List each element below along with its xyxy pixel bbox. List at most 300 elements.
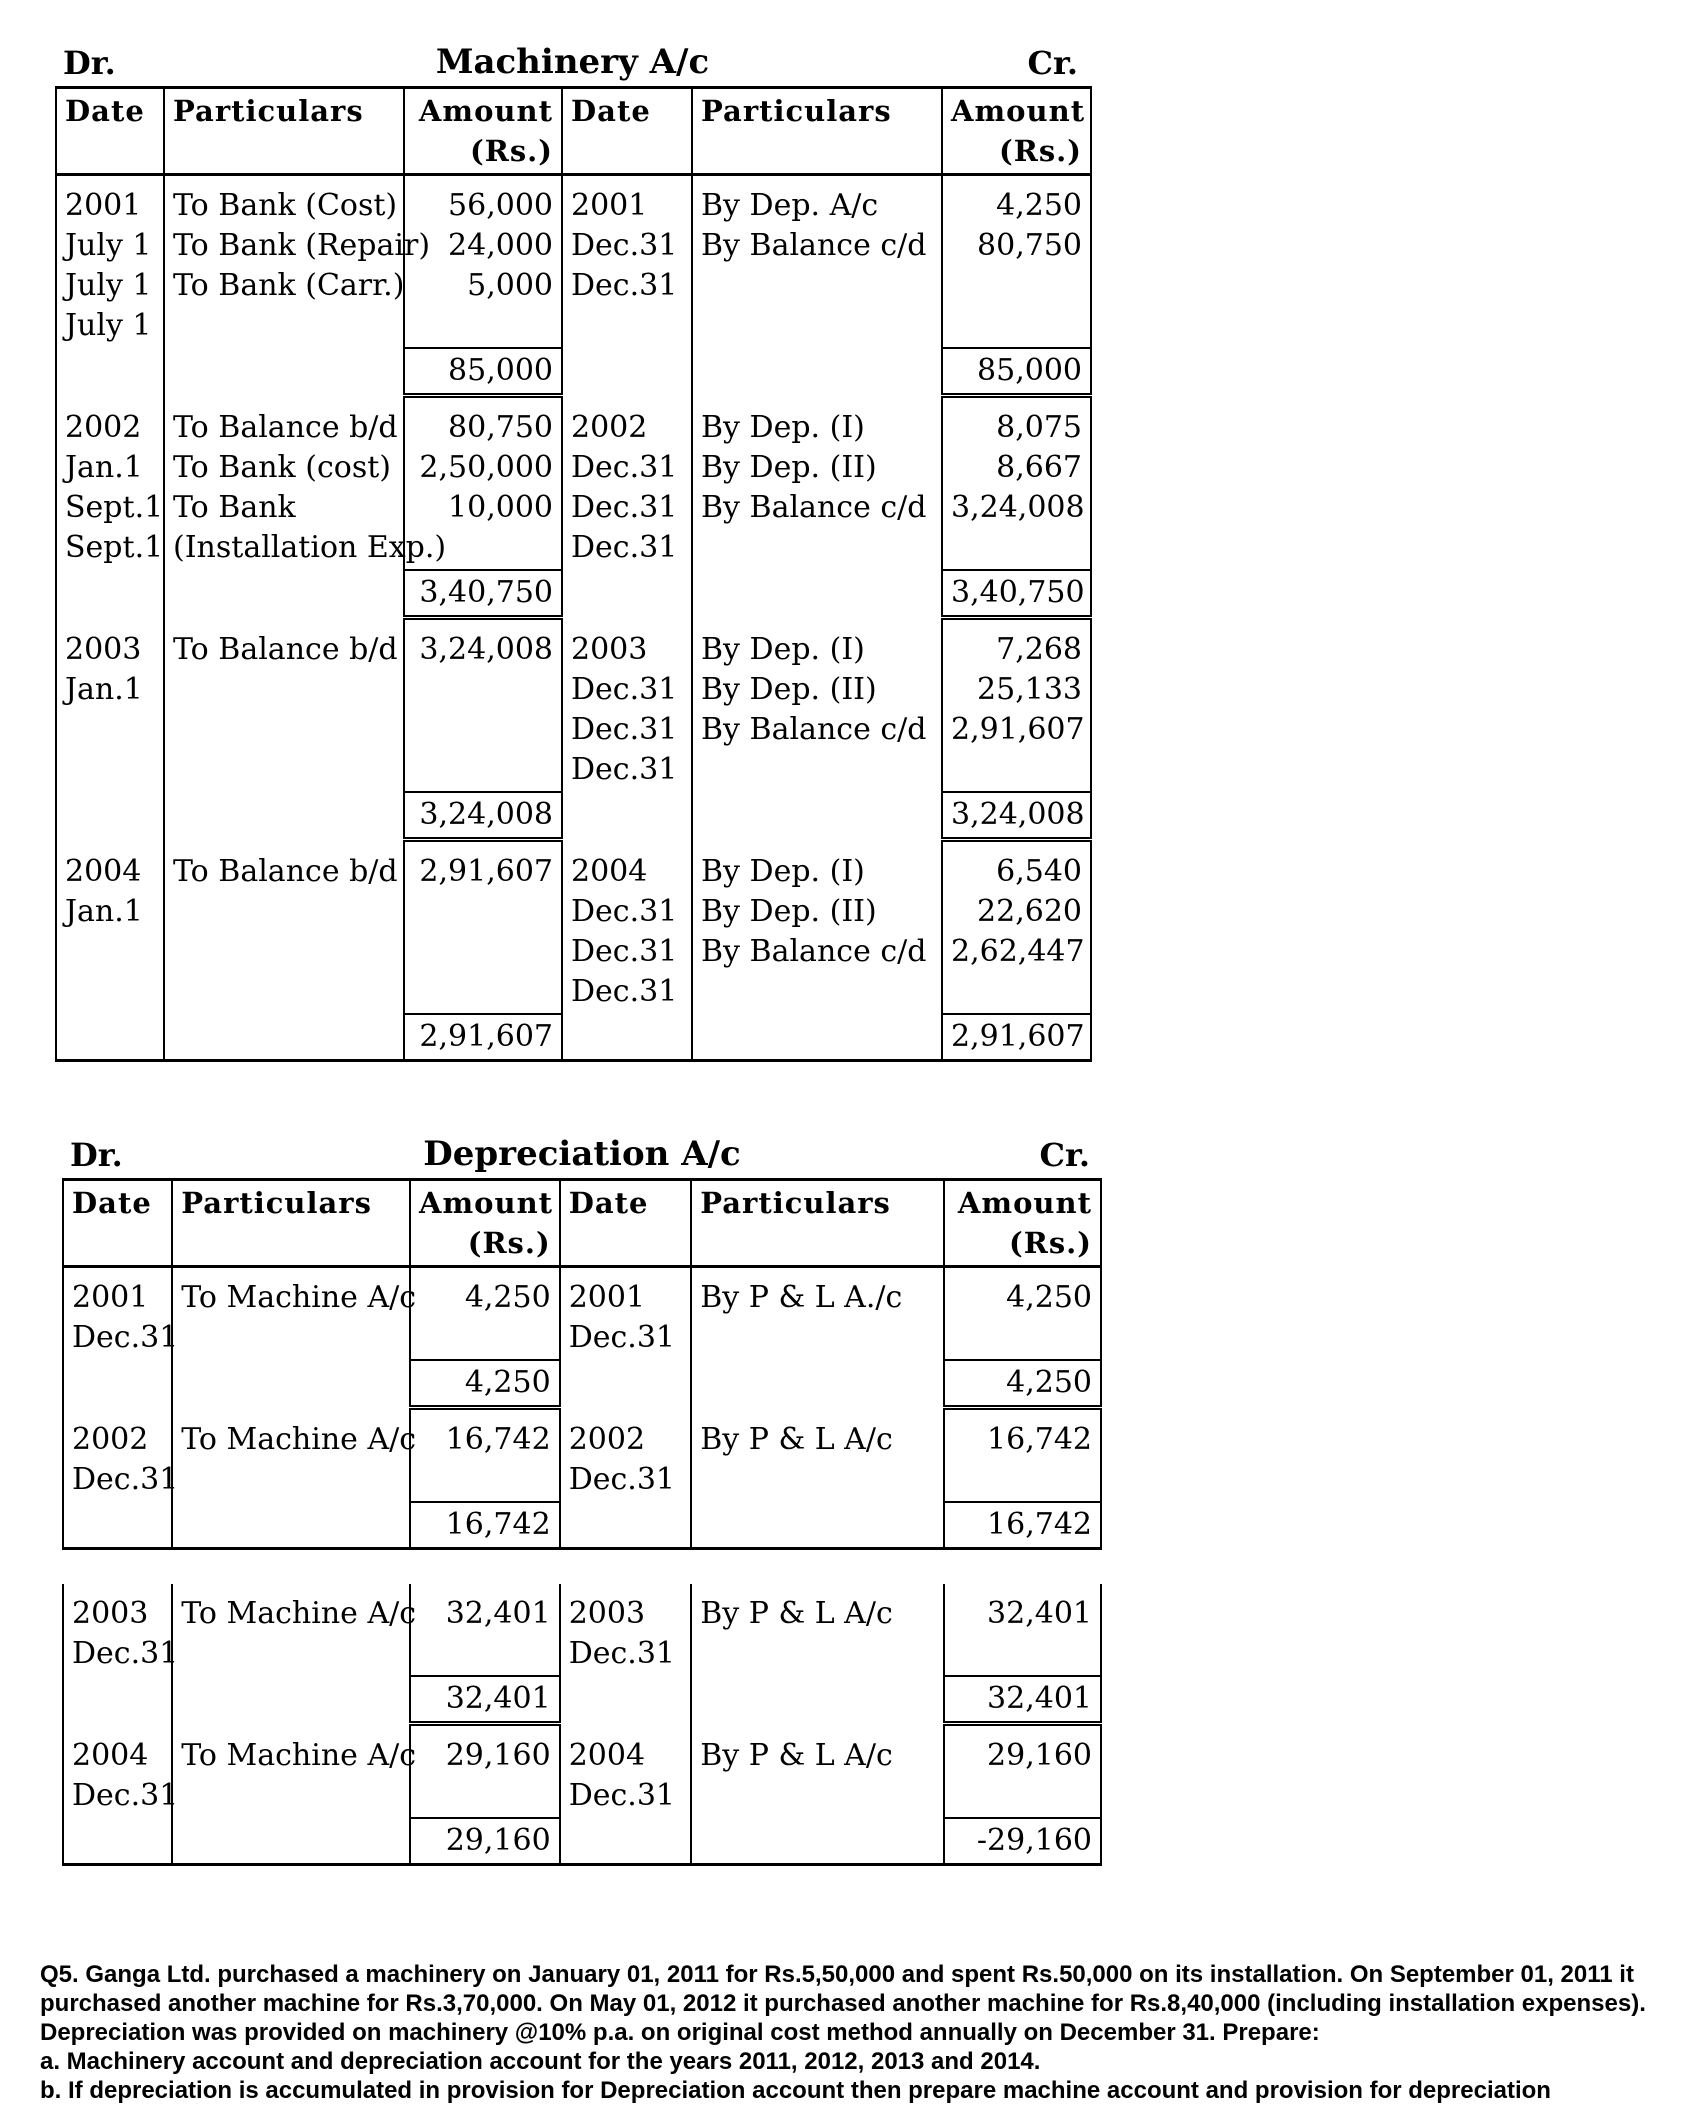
header-date: Date [63, 1180, 172, 1267]
debit-particular: To Bank [173, 490, 296, 525]
credit-date-cell [562, 406, 692, 570]
total-row [56, 348, 1091, 396]
credit-date: Dec.31 [568, 1636, 676, 1671]
credit-date: Dec.31 [571, 712, 678, 747]
spacer-cell [562, 175, 692, 185]
spacer-cell [63, 1267, 172, 1277]
blank-cell [164, 1014, 404, 1061]
credit-date: Dec.31 [571, 228, 678, 263]
debit-label: Dr. [63, 44, 116, 82]
credit-date-cell [562, 184, 692, 348]
header-particulars: Particulars [172, 1180, 410, 1267]
spacer-cell [164, 175, 404, 185]
debit-date: Jan.1 [65, 894, 143, 929]
credit-total: 3,40,750 [942, 570, 1091, 618]
spacer-cell [942, 175, 1091, 185]
credit-date: Dec.31 [568, 1778, 676, 1813]
ledger-year-row [63, 1276, 1101, 1360]
header-date: Date [560, 1180, 692, 1267]
debit-date: Dec.31 [72, 1636, 179, 1671]
debit-amount-cell [410, 1734, 560, 1818]
credit-particulars-cell [692, 184, 942, 348]
gap-cell [63, 1549, 1101, 1585]
question-line: a. Machinery account and depreciation account for the years 2011, 2012, 2013 and 2014. [40, 2048, 1041, 2075]
credit-particular: By Dep. (I) [701, 410, 865, 445]
total-row [63, 1676, 1101, 1724]
total-row [63, 1360, 1101, 1408]
debit-date: Jan.1 [65, 450, 143, 485]
blank-cell [63, 1818, 172, 1865]
debit-amount: 80,750 [448, 410, 553, 445]
credit-amount-cell [944, 1276, 1101, 1360]
spacer-cell [56, 175, 164, 185]
question-line: Q5. Ganga Ltd. purchased a machinery on January 01, 2011 for Rs.5,50,000 and spent Rs.50,000 on its installation. On September 01, 2011 it purchased another machine for Rs.3,70,000. On May 01, 2012 it purchased another machine for Rs.8,40,000 (including installation expenses). [40, 1961, 1646, 2017]
credit-particular: By Dep. (I) [701, 632, 865, 667]
header-amount-unit: (Rs.) [470, 134, 553, 168]
spacer-cell [404, 396, 562, 407]
credit-amount-cell [942, 850, 1091, 1014]
spacer-cell [562, 396, 692, 407]
credit-amount-cell [944, 1418, 1101, 1502]
credit-amount-cell [944, 1734, 1101, 1818]
spacer-row [63, 1724, 1101, 1735]
spacer-cell [164, 396, 404, 407]
spacer-cell [692, 618, 942, 629]
credit-date: Dec.31 [568, 1462, 676, 1497]
debit-date: Sept.1 [65, 530, 164, 565]
debit-date: Dec.31 [72, 1320, 179, 1355]
spacer-cell [560, 1408, 692, 1419]
credit-amount: 2,91,607 [951, 712, 1085, 747]
debit-amount-cell [410, 1418, 560, 1502]
total-row [63, 1502, 1101, 1549]
header-amount-label: Amount [951, 94, 1086, 128]
debit-total: 4,250 [410, 1360, 560, 1408]
credit-amount: 4,250 [1006, 1280, 1092, 1315]
spacer-cell [944, 1267, 1101, 1277]
total-row [56, 792, 1091, 840]
credit-particular: By Dep. A/c [701, 188, 879, 223]
debit-particular: To Machine A/c [181, 1738, 417, 1773]
credit-particulars-cell [691, 1276, 944, 1360]
blank-cell [56, 348, 164, 396]
spacer-cell [56, 618, 164, 629]
spacer-cell [942, 396, 1091, 407]
blank-cell [560, 1502, 692, 1549]
credit-amount: 4,250 [996, 188, 1082, 223]
spacer-cell [942, 840, 1091, 851]
spacer-cell [56, 840, 164, 851]
debit-total: 16,742 [410, 1502, 560, 1549]
debit-amount-cell [404, 184, 562, 348]
debit-particulars-cell [172, 1592, 417, 1676]
credit-year: 2001 [568, 1280, 646, 1315]
spacer-cell [692, 840, 942, 851]
header-amount-label: Amount [418, 94, 553, 128]
credit-label: Cr. [1027, 44, 1078, 82]
credit-date: Dec.31 [571, 268, 678, 303]
debit-label: Dr. [70, 1136, 123, 1174]
debit-date-cell [63, 1592, 179, 1676]
credit-date-cell [560, 1734, 692, 1818]
debit-amount: 2,50,000 [419, 450, 553, 485]
debit-particulars-cell [164, 406, 447, 570]
header-amount-unit: (Rs.) [999, 134, 1082, 168]
spacer-cell [410, 1724, 560, 1735]
debit-date: Jan.1 [65, 672, 143, 707]
debit-particulars-cell [164, 628, 404, 792]
credit-amount: 22,620 [977, 894, 1082, 929]
credit-total: 32,401 [944, 1676, 1101, 1724]
spacer-cell [562, 618, 692, 629]
credit-amount: 8,075 [996, 410, 1082, 445]
depreciation-header-row [63, 1180, 1101, 1267]
blank-cell [560, 1360, 692, 1408]
depreciation-account-title: Depreciation A/c [423, 1134, 741, 1174]
credit-amount: 3,24,008 [951, 490, 1085, 525]
header-particulars: Particulars [692, 88, 942, 175]
debit-date: Dec.31 [72, 1778, 179, 1813]
header-amount-unit: (Rs.) [467, 1226, 551, 1260]
debit-date: July 1 [65, 228, 152, 263]
debit-date-cell [56, 184, 164, 348]
blank-cell [560, 1676, 692, 1724]
spacer-cell [560, 1267, 692, 1277]
header-amount-unit: (Rs.) [1009, 1226, 1092, 1260]
credit-particular: By Dep. (I) [701, 854, 865, 889]
credit-particular: By Dep. (II) [701, 672, 877, 707]
total-row [63, 1818, 1101, 1865]
blank-cell [692, 792, 942, 840]
ledger-year-row [56, 184, 1091, 348]
debit-particular: To Balance b/d [173, 410, 398, 445]
ledger-year-row [63, 1418, 1101, 1502]
blank-cell [164, 348, 404, 396]
credit-date: Dec.31 [571, 672, 678, 707]
ledger-year-row [56, 850, 1091, 1014]
spacer-row [63, 1584, 1101, 1592]
credit-label: Cr. [1039, 1136, 1090, 1174]
debit-particular: To Balance b/d [173, 854, 398, 889]
credit-amount: 2,62,447 [951, 934, 1085, 969]
credit-total: 2,91,607 [942, 1014, 1091, 1061]
total-row [56, 1014, 1091, 1061]
debit-total: 85,000 [404, 348, 562, 396]
credit-particular: By P & L A./c [700, 1280, 903, 1315]
debit-particular: To Bank (Cost) [173, 188, 398, 223]
credit-amount-cell [942, 628, 1091, 792]
blank-cell [172, 1502, 410, 1549]
debit-total: 2,91,607 [404, 1014, 562, 1061]
blank-cell [172, 1818, 410, 1865]
credit-amount-cell [942, 406, 1091, 570]
credit-total: 3,24,008 [942, 792, 1091, 840]
credit-date: Dec.31 [571, 530, 678, 565]
credit-amount: 80,750 [977, 228, 1082, 263]
header-amount [942, 88, 1091, 175]
credit-date-cell [562, 850, 692, 1014]
debit-amount: 32,401 [445, 1596, 551, 1631]
credit-date-cell [560, 1276, 692, 1360]
spacer-cell [692, 396, 942, 407]
debit-amount: 56,000 [448, 188, 553, 223]
spacer-row [56, 396, 1091, 407]
debit-particulars-cell [164, 184, 431, 348]
credit-particular: By Balance c/d [701, 490, 927, 525]
debit-amount-cell [404, 628, 562, 792]
spacer-row [56, 175, 1091, 185]
spacer-cell [560, 1584, 692, 1592]
debit-particular: To Bank (Repair) [173, 228, 431, 263]
machinery-header-row [56, 88, 1091, 175]
credit-particular: By P & L A/c [700, 1738, 893, 1773]
blank-cell [562, 348, 692, 396]
depreciation-account [62, 1132, 1102, 1866]
debit-date-cell [63, 1276, 179, 1360]
credit-particular: By Dep. (II) [701, 450, 877, 485]
spacer-cell [404, 175, 562, 185]
spacer-cell [56, 396, 164, 407]
question-text [40, 1960, 1670, 2105]
credit-amount-cell [944, 1592, 1101, 1676]
spacer-cell [692, 175, 942, 185]
ledger-year-row [56, 406, 1091, 570]
credit-total: 85,000 [942, 348, 1091, 396]
spacer-cell [404, 618, 562, 629]
debit-particulars-cell [164, 850, 404, 1014]
credit-particular: By Balance c/d [701, 712, 927, 747]
depreciation-ledger-body [63, 1267, 1101, 1865]
debit-date-cell [56, 850, 164, 1014]
credit-date: Dec.31 [571, 894, 678, 929]
spacer-cell [560, 1724, 692, 1735]
blank-cell [172, 1360, 410, 1408]
credit-amount: 7,268 [996, 632, 1082, 667]
blank-cell [63, 1676, 172, 1724]
blank-cell [56, 792, 164, 840]
credit-date-cell [560, 1418, 692, 1502]
header-particulars: Particulars [691, 1180, 944, 1267]
credit-date: Dec.31 [571, 974, 678, 1009]
debit-particular: To Bank (cost) [173, 450, 391, 485]
debit-amount: 3,24,008 [419, 632, 553, 667]
spacer-cell [63, 1584, 172, 1592]
debit-total: 32,401 [410, 1676, 560, 1724]
debit-amount-cell [410, 1276, 560, 1360]
debit-year: 2001 [72, 1280, 149, 1315]
credit-particular: By P & L A/c [700, 1422, 893, 1457]
depreciation-ledger-table [62, 1178, 1102, 1866]
credit-particulars-cell [692, 850, 942, 1014]
credit-particular: By P & L A/c [700, 1596, 893, 1631]
blank-cell [164, 570, 404, 618]
spacer-cell [410, 1408, 560, 1419]
debit-particular: To Machine A/c [181, 1422, 417, 1457]
credit-particulars-cell [692, 406, 942, 570]
debit-year: 2003 [72, 1596, 149, 1631]
debit-year: 2002 [65, 410, 142, 445]
ledger-year-row [56, 628, 1091, 792]
debit-particular: (Installation Exp.) [173, 530, 447, 565]
credit-date-cell [560, 1592, 692, 1676]
spacer-cell [942, 618, 1091, 629]
credit-particulars-cell [692, 628, 942, 792]
credit-date: Dec.31 [571, 490, 678, 525]
credit-particular: By Dep. (II) [701, 894, 877, 929]
debit-date: July 1 [65, 268, 152, 303]
spacer-cell [172, 1408, 410, 1419]
table-gap [63, 1549, 1101, 1585]
credit-particulars-cell [691, 1592, 944, 1676]
debit-date: Dec.31 [72, 1462, 179, 1497]
credit-total: -29,160 [944, 1818, 1101, 1865]
credit-date-cell [562, 628, 692, 792]
depreciation-account-header [62, 1132, 1102, 1178]
credit-year: 2004 [568, 1738, 646, 1773]
spacer-cell [63, 1724, 172, 1735]
ledger-year-row [63, 1592, 1101, 1676]
debit-date-cell [63, 1418, 179, 1502]
header-date: Date [56, 88, 164, 175]
credit-amount: 25,133 [977, 672, 1082, 707]
debit-amount: 29,160 [445, 1738, 551, 1773]
credit-year: 2001 [571, 188, 648, 223]
blank-cell [172, 1676, 410, 1724]
debit-amount: 5,000 [467, 268, 553, 303]
header-amount [404, 88, 562, 175]
spacer-cell [691, 1724, 944, 1735]
spacer-cell [562, 840, 692, 851]
debit-year: 2004 [65, 854, 142, 889]
blank-cell [692, 348, 942, 396]
credit-particulars-cell [691, 1734, 944, 1818]
spacer-cell [63, 1408, 172, 1419]
credit-date: Dec.31 [568, 1320, 676, 1355]
debit-particulars-cell [172, 1276, 417, 1360]
spacer-row [56, 618, 1091, 629]
spacer-cell [172, 1724, 410, 1735]
ledger-year-row [63, 1734, 1101, 1818]
credit-year: 2002 [568, 1422, 646, 1457]
spacer-cell [944, 1724, 1101, 1735]
debit-amount: 24,000 [448, 228, 553, 263]
spacer-cell [410, 1267, 560, 1277]
header-amount-label: Amount [957, 1186, 1092, 1220]
credit-total: 16,742 [944, 1502, 1101, 1549]
debit-date-cell [63, 1734, 179, 1818]
blank-cell [63, 1502, 172, 1549]
credit-year: 2003 [571, 632, 648, 667]
spacer-cell [410, 1584, 560, 1592]
debit-particular: To Machine A/c [181, 1280, 417, 1315]
debit-date: July 1 [65, 308, 152, 343]
blank-cell [691, 1818, 944, 1865]
machinery-account [55, 40, 1090, 1062]
spacer-cell [944, 1584, 1101, 1592]
spacer-cell [164, 618, 404, 629]
debit-particulars-cell [172, 1418, 417, 1502]
credit-amount: 8,667 [996, 450, 1082, 485]
credit-amount: 32,401 [987, 1596, 1092, 1631]
debit-year: 2002 [72, 1422, 149, 1457]
credit-date: Dec.31 [571, 934, 678, 969]
blank-cell [56, 1014, 164, 1061]
header-amount [944, 1180, 1101, 1267]
debit-amount-cell [404, 850, 562, 1014]
machinery-account-header [55, 40, 1090, 86]
debit-amount: 2,91,607 [419, 854, 553, 889]
spacer-cell [944, 1408, 1101, 1419]
total-row [56, 570, 1091, 618]
debit-particulars-cell [172, 1734, 417, 1818]
blank-cell [562, 570, 692, 618]
machinery-ledger-body [56, 175, 1091, 1061]
credit-particulars-cell [691, 1418, 944, 1502]
blank-cell [562, 792, 692, 840]
debit-year: 2004 [72, 1738, 149, 1773]
debit-total: 3,24,008 [404, 792, 562, 840]
blank-cell [691, 1502, 944, 1549]
credit-amount: 16,742 [987, 1422, 1092, 1457]
spacer-row [56, 840, 1091, 851]
credit-year: 2004 [571, 854, 648, 889]
header-particulars: Particulars [164, 88, 404, 175]
blank-cell [560, 1818, 692, 1865]
debit-particular: To Machine A/c [181, 1596, 417, 1631]
spacer-cell [691, 1267, 944, 1277]
debit-particular: To Balance b/d [173, 632, 398, 667]
credit-particular: By Balance c/d [701, 934, 927, 969]
debit-total: 3,40,750 [404, 570, 562, 618]
blank-cell [692, 1014, 942, 1061]
credit-amount: 29,160 [987, 1738, 1092, 1773]
debit-date-cell [56, 406, 164, 570]
header-amount [410, 1180, 560, 1267]
spacer-cell [172, 1267, 410, 1277]
credit-particular: By Balance c/d [701, 228, 927, 263]
debit-amount-cell [410, 1592, 560, 1676]
credit-date: Dec.31 [571, 450, 678, 485]
spacer-row [63, 1267, 1101, 1277]
spacer-cell [691, 1584, 944, 1592]
debit-particular: To Bank (Carr.) [173, 268, 405, 303]
question-line: b. If depreciation is accumulated in provision for Depreciation account then prepare machine account and provision for depreciation [40, 2077, 1551, 2104]
spacer-cell [404, 840, 562, 851]
blank-cell [164, 792, 404, 840]
credit-total: 4,250 [944, 1360, 1101, 1408]
blank-cell [692, 570, 942, 618]
spacer-cell [164, 840, 404, 851]
debit-amount: 10,000 [448, 490, 553, 525]
blank-cell [562, 1014, 692, 1061]
blank-cell [691, 1676, 944, 1724]
question-line: Depreciation was provided on machinery @10% p.a. on original cost method annually on December 31. Prepare: [40, 2019, 1320, 2046]
blank-cell [63, 1360, 172, 1408]
header-date: Date [562, 88, 692, 175]
credit-year: 2002 [571, 410, 648, 445]
blank-cell [56, 570, 164, 618]
debit-total: 29,160 [410, 1818, 560, 1865]
header-amount-label: Amount [418, 1186, 554, 1220]
credit-amount: 6,540 [996, 854, 1082, 889]
machinery-ledger-table [55, 86, 1092, 1062]
debit-year: 2003 [65, 632, 142, 667]
credit-year: 2003 [568, 1596, 646, 1631]
spacer-cell [172, 1584, 410, 1592]
spacer-row [63, 1408, 1101, 1419]
debit-date: Sept.1 [65, 490, 164, 525]
credit-date: Dec.31 [571, 752, 678, 787]
